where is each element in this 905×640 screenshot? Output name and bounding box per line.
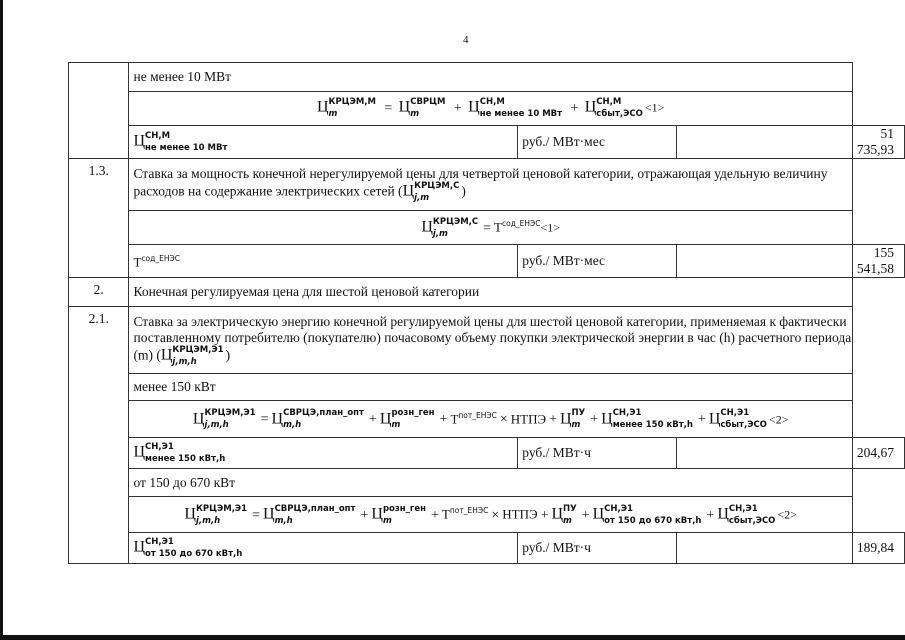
empty-cell	[676, 245, 852, 278]
formula-cell: Ц КРЦЭМ,Э1 j,m,h = Ц СВРЦЭ,план_опт m,h + Ц розн_ген m + $Т^{пот\_ЕНЭС}$ × НТПЭ + Ц ПУ m + Ц СН,Э1 от 150 до 670 кВт,h + Ц СН,Э1 сбыт,ЭСО <2>	[129, 497, 852, 533]
param-symbol-cell: Ц СН,Э1 менее 150 кВт,h	[129, 438, 518, 469]
scan-border-left	[0, 0, 3, 640]
section-title: Конечная регулируемая цена для шестой ценовой категории	[129, 278, 852, 307]
param-symbol-cell: Ц СН,Э1 от 150 до 670 кВт,h	[129, 533, 518, 564]
value-cell: 51 735,93	[852, 126, 904, 159]
table-row	[69, 126, 905, 159]
table-row	[69, 159, 905, 211]
table-row	[69, 401, 905, 438]
unit-cell: руб./ МВт·ч	[518, 438, 677, 469]
empty-cell	[676, 126, 852, 159]
table-row	[69, 374, 905, 401]
table-row	[69, 438, 905, 469]
table-row	[69, 92, 905, 126]
section-number-cell: 2.	[69, 278, 129, 307]
row-label: от 150 до 670 кВт	[129, 469, 852, 497]
scan-border-bottom	[0, 635, 905, 640]
table-row	[69, 63, 905, 92]
table-row	[69, 211, 905, 245]
row-label: не менее 10 МВт	[129, 63, 852, 92]
param-symbol-cell: $Т^{сод\_ЕНЭС}$	[129, 245, 518, 278]
section-number-cell	[69, 63, 129, 159]
formula-cell: Ц КРЦЭМ,С j,m = $Т^{сод\_ЕНЭС}<1>$	[129, 211, 852, 245]
empty-cell	[676, 533, 852, 564]
value-cell: 204,67	[852, 438, 904, 469]
row-label: менее 150 кВт	[129, 374, 852, 401]
empty-cell	[676, 438, 852, 469]
unit-cell: руб./ МВт·ч	[518, 533, 677, 564]
section-number-cell: 2.1.	[69, 307, 129, 564]
param-symbol-cell: Ц СН,М не менее 10 МВт	[129, 126, 518, 159]
formula-cell: Ц КРЦЭМ,Э1 j,m,h = Ц СВРЦЭ,план_опт m,h + Ц розн_ген m + $Т^{пот\_ЕНЭС}$ × НТПЭ + Ц ПУ m + Ц СН,Э1 менее 150 кВт,h + Ц СН,Э1 сбыт,ЭСО <2>	[129, 401, 852, 438]
table-row	[69, 469, 905, 497]
table-row	[69, 533, 905, 564]
value-cell: 155 541,58	[852, 245, 904, 278]
table-row	[69, 278, 905, 307]
table-row	[69, 497, 905, 533]
value-cell: 189,84	[852, 533, 904, 564]
table-row	[69, 307, 905, 374]
unit-cell: руб./ МВт·мес	[518, 126, 677, 159]
formula-cell: Ц КРЦЭМ,М m = Ц СВРЦМ m + Ц СН,М не менее 10 МВт + Ц СН,М сбыт,ЭСО <1>	[129, 92, 852, 126]
section-number-cell: 1.3.	[69, 159, 129, 278]
page-number: 4	[463, 34, 469, 46]
section-description: Ставка за электрическую энергию конечной регулируемой цены для шестой ценовой категории, применяемая к фактически поставленному потребителю (покупателю) почасовому объему покупки электрической энергии в час (h) расчетного периода (m) (Ц КРЦЭМ,Э1 j,m,h )	[129, 307, 852, 374]
table-row	[69, 245, 905, 278]
section-description: Ставка за мощность конечной нерегулируемой цены для четвертой ценовой категории, отражающая удельную величину расходов на содержание электрических сетей (Ц КРЦЭМ,С j,m )	[129, 159, 852, 211]
unit-cell: руб./ МВт·мес	[518, 245, 677, 278]
tariff-table	[68, 62, 905, 564]
